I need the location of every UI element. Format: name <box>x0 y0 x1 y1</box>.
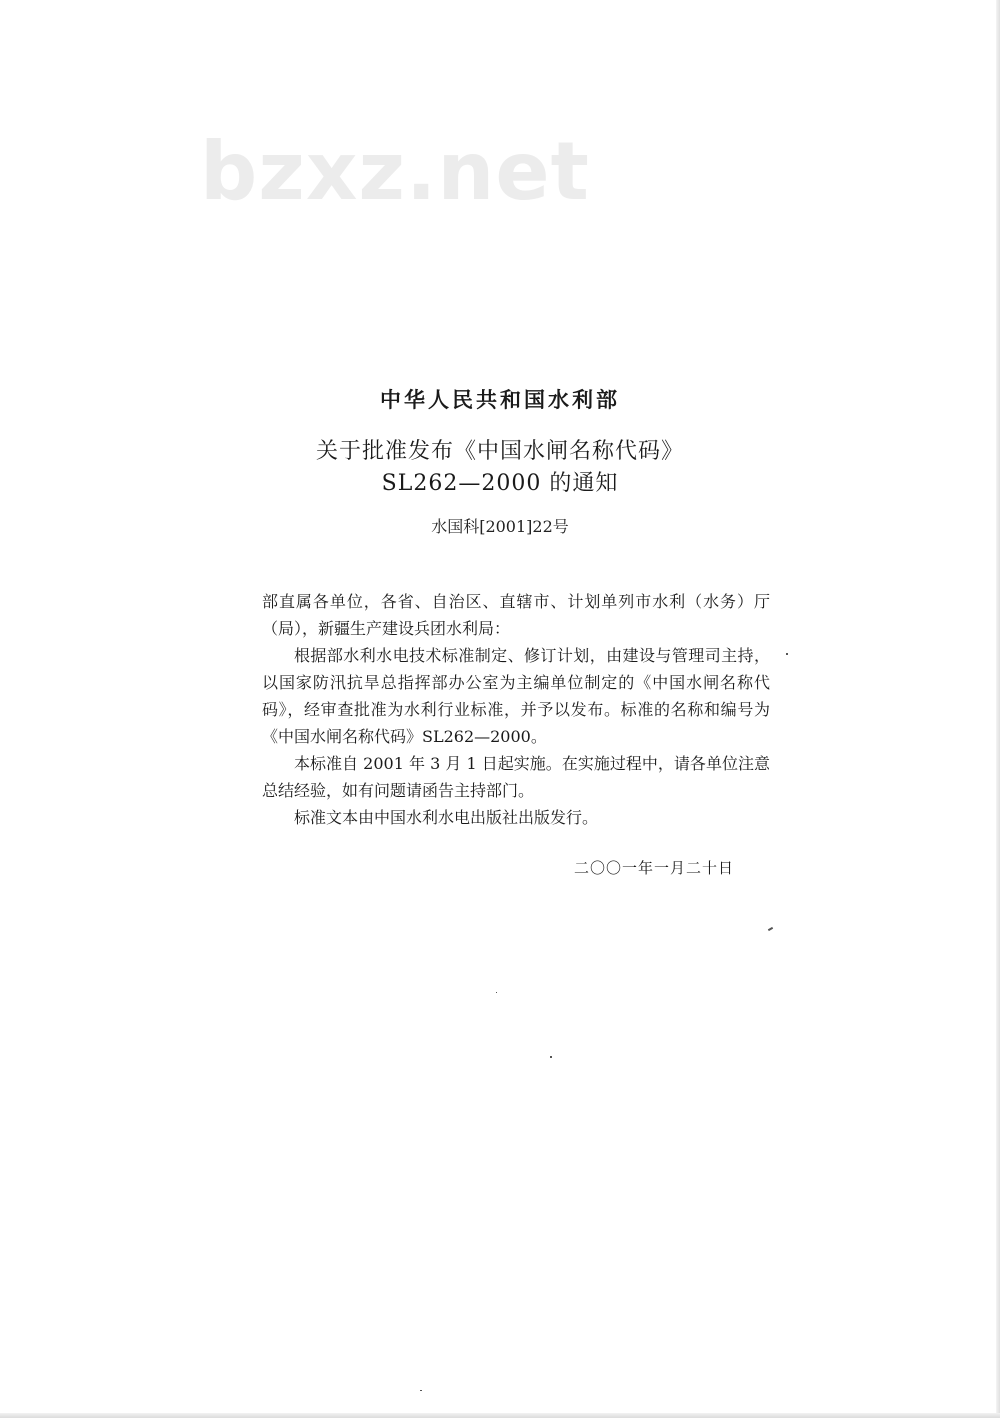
notice-title-line-2: SL262—2000 的通知 <box>381 471 619 496</box>
scan-speck <box>420 1390 422 1391</box>
body-paragraph: 根据部水利水电技术标准制定、修订计划，由建设与管理司主持，以国家防汛抗旱总指挥部办公室为主编单位制定的《中国水闸名称代码》，经审查批准为水利行业标准，并予以发布。标准的名称和编号为《中国水闸名称代码》SL262—2000。 <box>262 646 770 746</box>
watermark: bzxz.net <box>200 125 590 218</box>
document-number: 水国科[2001]22号 <box>431 517 569 536</box>
page-edge-bottom <box>0 1413 1000 1418</box>
issuing-ministry: 中华人民共和国水利部 <box>380 387 620 412</box>
issue-date: 二〇〇一年一月二十日 <box>574 859 735 877</box>
scan-speck <box>496 992 497 993</box>
scan-speck <box>550 1056 552 1058</box>
page-edge-right <box>996 0 1000 1418</box>
scan-speck <box>768 927 773 931</box>
body-paragraph: 标准文本由中国水利水电出版社出版发行。 <box>294 808 599 827</box>
notice-title-line-1: 关于批准发布《中国水闸名称代码》 <box>315 439 684 464</box>
body-paragraph: 本标准自 2001 年 3 月 1 日起实施。在实施过程中，请各单位注意总结经验，如有问题请函告主持部门。 <box>262 754 770 800</box>
scan-speck <box>786 653 788 655</box>
notice-body <box>262 588 770 831</box>
addressee: 部直属各单位，各省、自治区、直辖市、计划单列市水利（水务）厅（局），新疆生产建设兵团水利局： <box>262 592 770 638</box>
